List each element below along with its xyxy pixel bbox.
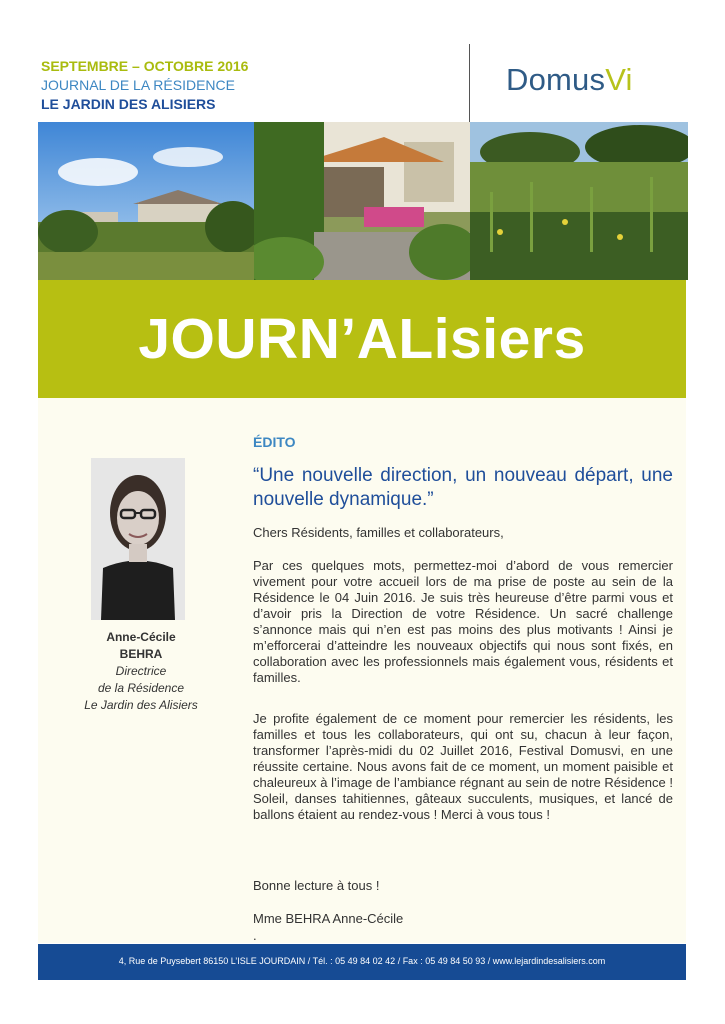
journal-subtitle: JOURNAL DE LA RÉSIDENCE: [41, 77, 235, 93]
edito-heading: ÉDITO: [253, 434, 296, 450]
domusvi-logo: DomusVi: [506, 62, 633, 97]
footer-contact: 4, Rue de Puysebert 86150 L’ISLE JOURDAIN / Tél. : 05 49 84 02 42 / Fax : 05 49 84 50 93 / www.lejardindesalisiers.com: [118, 956, 606, 966]
photo-residence-entrance: [254, 122, 470, 280]
title-banner: [38, 280, 686, 398]
author-first-name: Anne-Cécile: [106, 630, 176, 644]
edito-closing: Bonne lecture à tous !: [253, 878, 380, 893]
author-role-line3: Le Jardin des Alisiers: [84, 698, 198, 712]
residence-name: LE JARDIN DES ALISIERS: [41, 96, 216, 112]
photo-garden-pond: [470, 122, 688, 280]
footer-bar: [38, 944, 686, 980]
newsletter-header: [41, 57, 248, 114]
edito-dot: .: [253, 928, 257, 943]
header-divider: [469, 44, 470, 122]
edito-paragraph-2: Je profite également de ce moment pour remercier les résidents, les familles et tous les collaborateurs, qui ont su, chacun à leur façon, transformer l’après-midi du 02 Juillet 2016, Festival Domusvi, en une réussite certaine. Nous avons fait de ce moment, un moment paisible et chaleureux à l’image de l’ambiance régnant au sein de notre Résidence ! Soleil, danses tahitiennes, gâteaux succulents, musiques, et lancé de ballons étaient au rendez-vous ! Merci à vous tous !: [253, 711, 673, 822]
author-last-name: BEHRA: [119, 647, 163, 661]
author-role: Directrice: [115, 664, 167, 678]
photo-strip: [38, 122, 688, 280]
edito-quote: “Une nouvelle direction, un nouveau départ, une nouvelle dynamique.”: [253, 465, 673, 510]
newsletter-title: JOURN’ALisiers: [138, 307, 586, 371]
author-role-line2: de la Résidence: [97, 681, 185, 695]
author-portrait: [91, 458, 185, 620]
edito-greeting: Chers Résidents, familles et collaborateurs,: [253, 525, 504, 540]
photo-residence-exterior: [38, 122, 254, 280]
edito-paragraph-1: Par ces quelques mots, permettez-moi d’abord de vous remercier vivement pour votre accueil lors de ma prise de poste au sein de la Résidence le 04 Juin 2016. Je suis très heureuse d’être parmi vous et d’avoir pris la Direction de votre Résidence. Un sacré challenge s’annonce mais qui n’en est pas moins des plus motivants ! Ainsi je m’efforcerai d’atteindre les nouveaux objectifs qui nous sont fixés, en collaboration avec les professionnels mais également vous, résidents et familles.: [253, 558, 673, 685]
issue-date: SEPTEMBRE – OCTOBRE 2016: [41, 58, 249, 74]
edito-signature: Mme BEHRA Anne-Cécile: [253, 911, 404, 926]
author-caption: [70, 629, 212, 714]
